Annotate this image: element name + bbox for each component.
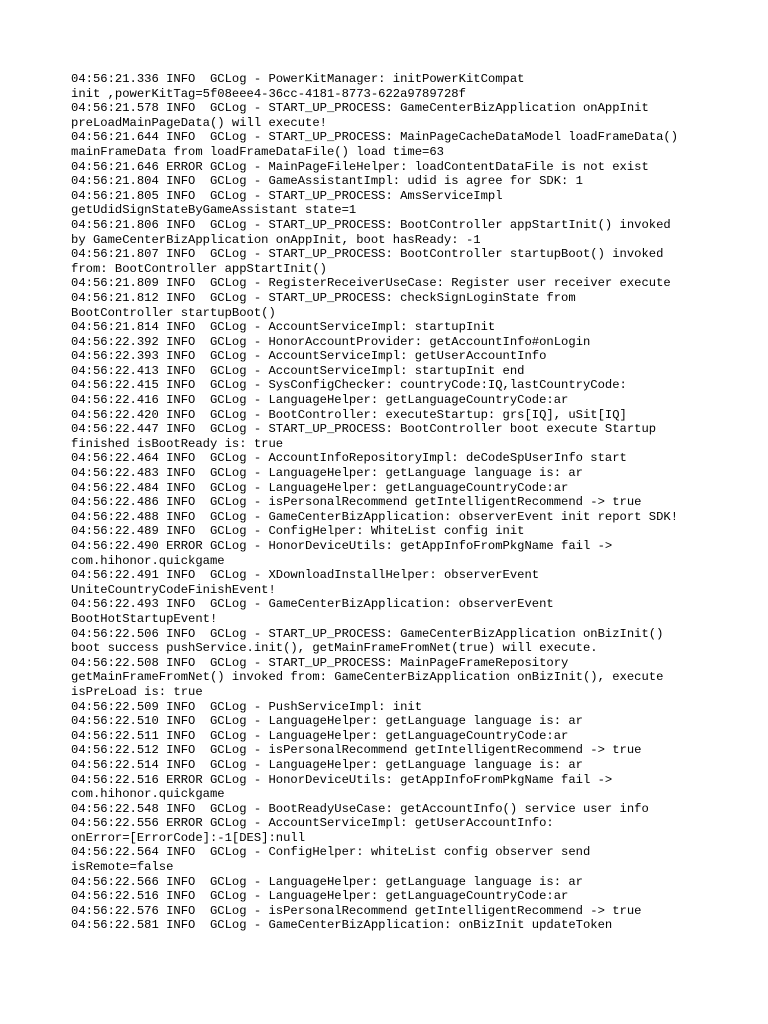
log-line: 04:56:21.644 INFO GCLog - START_UP_PROCESS: MainPageCacheDataModel loadFrameData() <box>71 130 679 145</box>
log-line: 04:56:22.484 INFO GCLog - LanguageHelper: getLanguageCountryCode:ar <box>71 480 569 495</box>
log-line: 04:56:22.489 INFO GCLog - ConfigHelper: WhiteList config init <box>71 524 525 539</box>
log-line: 04:56:21.806 INFO GCLog - START_UP_PROCESS: BootController appStartInit() invoked <box>71 217 671 232</box>
log-line: 04:56:22.509 INFO GCLog - PushServiceImpl: init <box>71 699 423 714</box>
log-line: 04:56:22.512 INFO GCLog - isPersonalRecommend getIntelligentRecommend -> true <box>71 743 642 758</box>
log-line: 04:56:21.807 INFO GCLog - START_UP_PROCESS: BootController startupBoot() invoked <box>71 247 664 262</box>
log-line: 04:56:22.491 INFO GCLog - XDownloadInstallHelper: observerEvent <box>71 568 540 583</box>
log-line: 04:56:22.511 INFO GCLog - LanguageHelper: getLanguageCountryCode:ar <box>71 728 569 743</box>
log-line: 04:56:21.805 INFO GCLog - START_UP_PROCESS: AmsServiceImpl <box>71 188 503 203</box>
log-document <box>71 72 711 933</box>
log-line: 04:56:22.416 INFO GCLog - LanguageHelper: getLanguageCountryCode:ar <box>71 393 569 408</box>
log-line: finished isBootReady is: true <box>71 436 284 451</box>
log-line: mainFrameData from loadFrameDataFile() load time=63 <box>71 144 444 159</box>
log-line: 04:56:22.486 INFO GCLog - isPersonalRecommend getIntelligentRecommend -> true <box>71 495 642 510</box>
log-line: 04:56:22.488 INFO GCLog - GameCenterBizApplication: observerEvent init report SDK! <box>71 509 679 524</box>
log-line: 04:56:22.392 INFO GCLog - HonorAccountProvider: getAccountInfo#onLogin <box>71 334 591 349</box>
log-line: BootHotStartupEvent! <box>71 611 218 626</box>
log-line: UniteCountryCodeFinishEvent! <box>71 582 276 597</box>
log-line: getMainFrameFromNet() invoked from: GameCenterBizApplication onBizInit(), execute <box>71 670 664 685</box>
log-line: 04:56:22.393 INFO GCLog - AccountServiceImpl: getUserAccountInfo <box>71 349 547 364</box>
log-line: preLoadMainPageData() will execute! <box>71 115 327 130</box>
log-line: 04:56:22.415 INFO GCLog - SysConfigChecker: countryCode:IQ,lastCountryCode: <box>71 378 627 393</box>
log-line: 04:56:22.548 INFO GCLog - BootReadyUseCase: getAccountInfo() service user info <box>71 801 649 816</box>
log-line: 04:56:22.483 INFO GCLog - LanguageHelper: getLanguage language is: ar <box>71 466 583 481</box>
log-line: 04:56:22.576 INFO GCLog - isPersonalRecommend getIntelligentRecommend -> true <box>71 903 642 918</box>
log-line: isPreLoad is: true <box>71 684 203 699</box>
log-line: 04:56:22.464 INFO GCLog - AccountInfoRepositoryImpl: deCodeSpUserInfo start <box>71 451 627 466</box>
log-line: 04:56:22.516 INFO GCLog - LanguageHelper: getLanguageCountryCode:ar <box>71 889 569 904</box>
log-line: 04:56:22.490 ERROR GCLog - HonorDeviceUtils: getAppInfoFromPkgName fail -> <box>71 539 613 553</box>
log-line: com.hihonor.quickgame <box>71 553 225 568</box>
log-line: 04:56:22.508 INFO GCLog - START_UP_PROCESS: MainPageFrameRepository <box>71 655 569 670</box>
log-line: 04:56:22.514 INFO GCLog - LanguageHelper: getLanguage language is: ar <box>71 757 583 772</box>
log-line: 04:56:22.510 INFO GCLog - LanguageHelper: getLanguage language is: ar <box>71 714 583 729</box>
log-line: 04:56:21.646 ERROR GCLog - MainPageFileHelper: loadContentDataFile is not exist <box>71 159 649 174</box>
log-line: 04:56:21.336 INFO GCLog - PowerKitManager: initPowerKitCompat <box>71 72 525 86</box>
log-line: init ,powerKitTag=5f08eee4-36cc-4181-8773-622a9789728f <box>71 86 466 101</box>
log-line: from: BootController appStartInit() <box>71 261 327 276</box>
log-line: 04:56:22.506 INFO GCLog - START_UP_PROCESS: GameCenterBizApplication onBizInit() <box>71 626 664 641</box>
log-line: com.hihonor.quickgame <box>71 787 225 802</box>
log-line: 04:56:21.814 INFO GCLog - AccountServiceImpl: startupInit <box>71 320 496 335</box>
log-line: 04:56:22.556 ERROR GCLog - AccountServiceImpl: getUserAccountInfo: <box>71 816 554 831</box>
log-line: 04:56:22.493 INFO GCLog - GameCenterBizApplication: observerEvent <box>71 597 554 612</box>
log-line: boot success pushService.init(), getMainFrameFromNet(true) will execute. <box>71 641 598 656</box>
log-line: 04:56:21.804 INFO GCLog - GameAssistantImpl: udid is agree for SDK: 1 <box>71 174 583 189</box>
log-line: 04:56:22.564 INFO GCLog - ConfigHelper: whiteList config observer send <box>71 845 591 860</box>
log-line: 04:56:21.812 INFO GCLog - START_UP_PROCESS: checkSignLoginState from <box>71 290 576 305</box>
log-line: 04:56:22.420 INFO GCLog - BootController: executeStartup: grs[IQ], uSit[IQ] <box>71 407 627 422</box>
log-line: getUdidSignStateByGameAssistant state=1 <box>71 203 357 218</box>
log-line: 04:56:22.413 INFO GCLog - AccountServiceImpl: startupInit end <box>71 363 525 378</box>
log-line: onError=[ErrorCode]:-1[DES]:null <box>71 830 306 845</box>
log-line: 04:56:21.578 INFO GCLog - START_UP_PROCESS: GameCenterBizApplication onAppInit <box>71 101 649 116</box>
log-line: 04:56:21.809 INFO GCLog - RegisterReceiverUseCase: Register user receiver execute <box>71 276 671 291</box>
log-line: 04:56:22.516 ERROR GCLog - HonorDeviceUtils: getAppInfoFromPkgName fail -> <box>71 772 613 787</box>
log-line: by GameCenterBizApplication onAppInit, boot hasReady: -1 <box>71 232 481 247</box>
log-line: 04:56:22.447 INFO GCLog - START_UP_PROCESS: BootController boot execute Startup <box>71 422 657 437</box>
log-line: BootController startupBoot() <box>71 305 276 320</box>
log-line: isRemote=false <box>71 860 174 875</box>
log-line: 04:56:22.566 INFO GCLog - LanguageHelper: getLanguage language is: ar <box>71 874 583 889</box>
log-line: 04:56:22.581 INFO GCLog - GameCenterBizApplication: onBizInit updateToken <box>71 918 613 933</box>
